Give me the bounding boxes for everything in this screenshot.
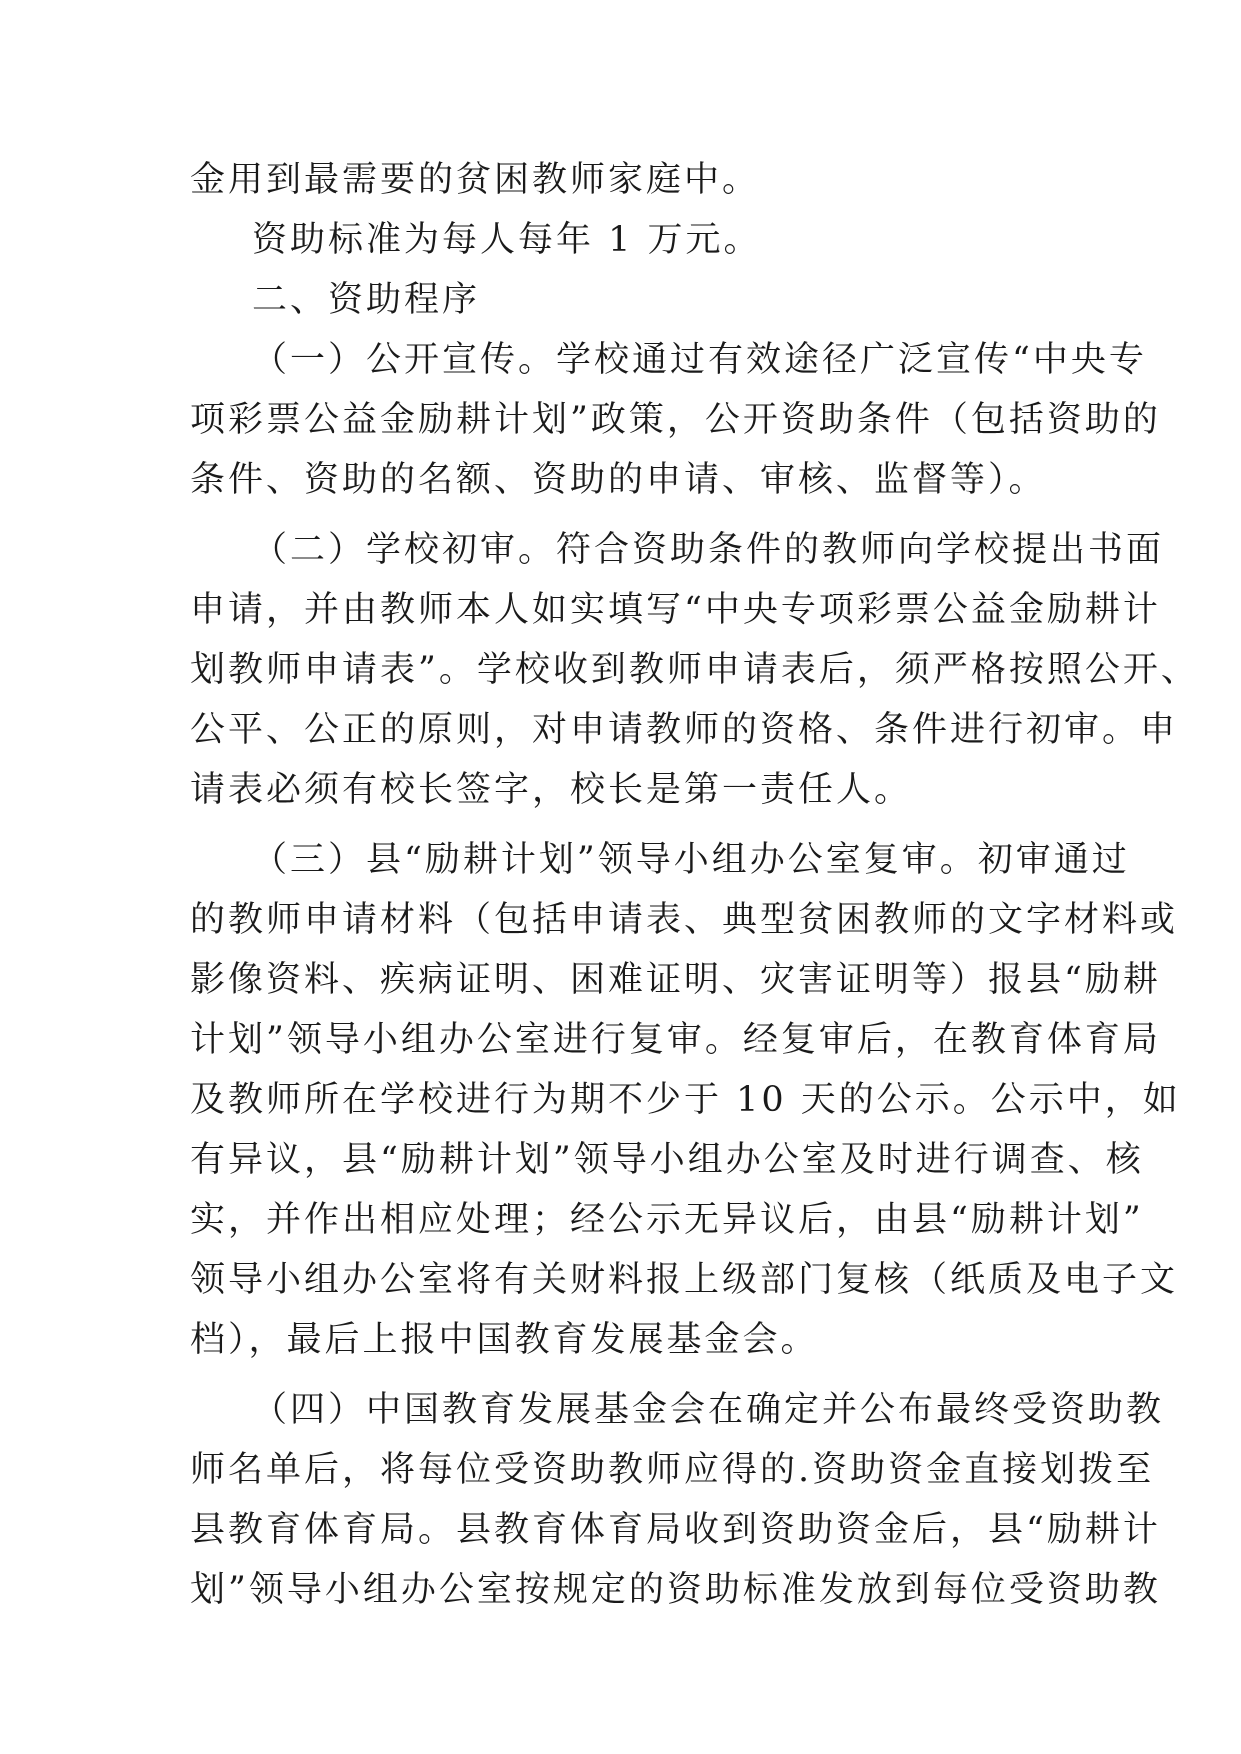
section-heading: 二、资助程序 [252,280,481,320]
paragraph-line: 金用到最需要的贫困教师家庭中。 [190,160,761,200]
paragraph-line: 档），最后上报中国教育发展基金会。 [190,1320,819,1360]
paragraph-line: 影像资料、疾病证明、困难证明、灾害证明等）报县“励耕 [190,960,1161,1000]
document-body [190,150,1199,1620]
paragraph-line: 资助标准为每人每年 1 万元。 [252,220,762,260]
paragraph-line: 划”领导小组办公室按规定的资助标准发放到每位受资助教 [190,1570,1161,1610]
paragraph-line: （二）学校初审。符合资助条件的教师向学校提出书面 [252,530,1165,570]
paragraph-line: 师名单后，将每位受资助教师应得的.资助资金直接划拨至 [190,1450,1155,1490]
paragraph-line: 及教师所在学校进行为期不少于 10 天的公示。公示中，如 [190,1080,1181,1120]
paragraph-line: 领导小组办公室将有关财料报上级部门复核（纸质及电子文 [190,1260,1179,1300]
paragraph-line: （四）中国教育发展基金会在确定并公布最终受资助教 [252,1390,1165,1430]
paragraph-line: 公平、公正的原则，对申请教师的资格、条件进行初审。申 [190,710,1179,750]
paragraph-line: 条件、资助的名额、资助的申请、审核、监督等）。 [190,460,1047,500]
paragraph-line: 有异议，县“励耕计划”领导小组办公室及时进行调查、核 [190,1140,1144,1180]
paragraph-line: 的教师申请材料（包括申请表、典型贫困教师的文字材料或 [190,900,1179,940]
paragraph-line: （一）公开宣传。学校通过有效途径广泛宣传“中央专 [252,340,1147,380]
paragraph-line: 实，并作出相应处理；经公示无异议后，由县“励耕计划” [190,1200,1144,1240]
paragraph-line: 计划”领导小组办公室进行复审。经复审后，在教育体育局 [190,1020,1161,1060]
paragraph-line: 请表必须有校长签字，校长是第一责任人。 [190,770,913,810]
paragraph-line: 申请，并由教师本人如实填写“中央专项彩票公益金励耕计 [190,590,1161,630]
paragraph-line: 县教育体育局。县教育体育局收到资助资金后，县“励耕计 [190,1510,1161,1550]
paragraph-line: 项彩票公益金励耕计划”政策，公开资助条件（包括资助的 [190,400,1161,440]
paragraph-line: （三）县“励耕计划”领导小组办公室复审。初审通过 [252,840,1130,880]
paragraph-line: 划教师申请表”。学校收到教师申请表后，须严格按照公开、 [190,650,1199,690]
